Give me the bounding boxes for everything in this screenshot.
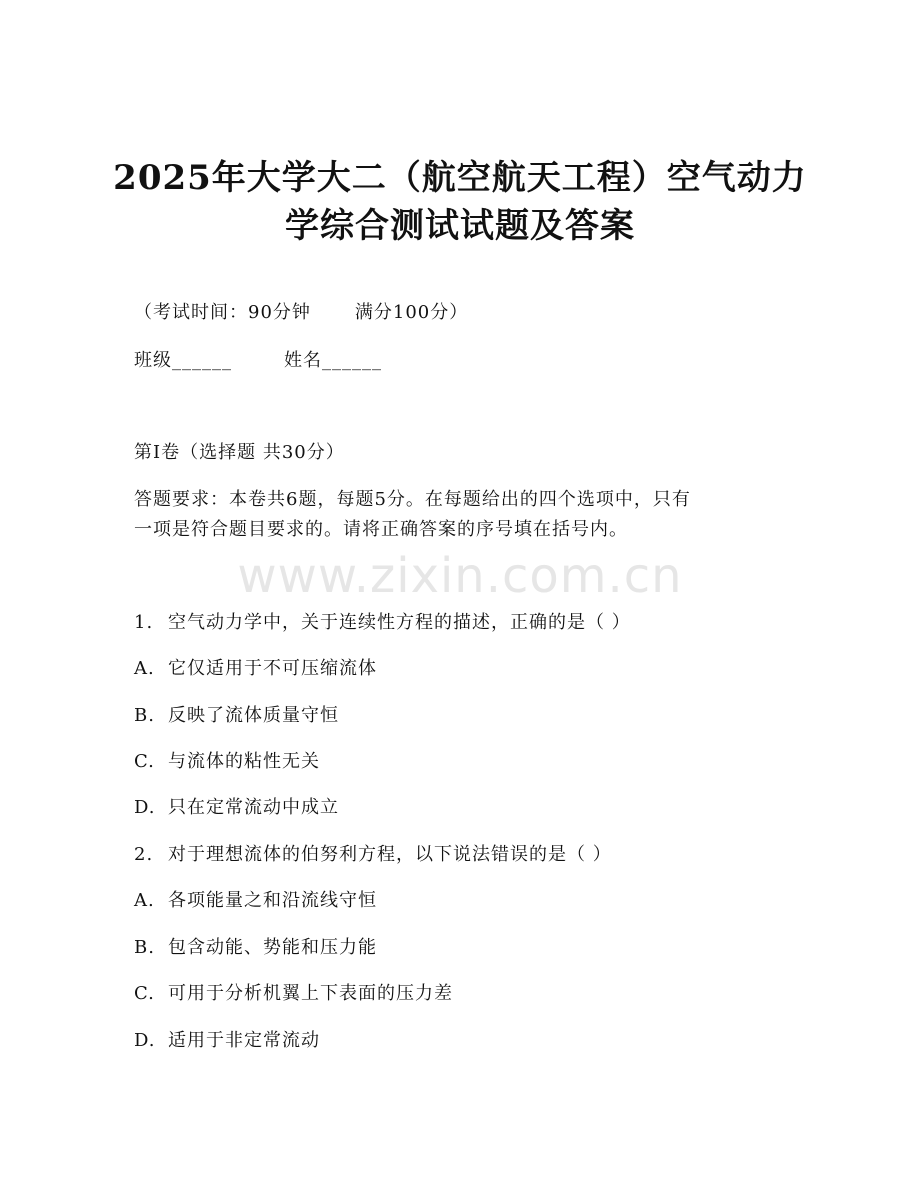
option-text: 包含动能、势能和压力能	[168, 937, 377, 958]
question-1-stem	[134, 609, 631, 637]
exam-meta	[134, 299, 794, 327]
option-key: B.	[134, 705, 155, 726]
question-2-stem	[134, 841, 612, 869]
question-2-option-b	[134, 934, 377, 962]
option-text: 适用于非定常流动	[168, 1030, 320, 1051]
question-1-option-b	[134, 702, 339, 730]
option-text: 只在定常流动中成立	[168, 797, 339, 818]
question-1-option-a	[134, 655, 377, 683]
option-key: D.	[134, 1030, 156, 1051]
document-title-line-2: 学综合测试试题及答案	[285, 206, 635, 246]
option-key: C.	[134, 751, 155, 772]
student-info	[134, 347, 794, 375]
document-title-line-1: 2025年大学大二（航空航天工程）空气动力	[113, 158, 807, 198]
option-key: A.	[134, 658, 155, 679]
section-title: 第I卷（选择题 共30分）	[134, 442, 345, 463]
option-text: 它仅适用于不可压缩流体	[168, 658, 377, 679]
question-number: 2.	[134, 844, 154, 865]
question-1-option-c	[134, 748, 320, 776]
exam-time: （考试时间：90分钟	[134, 302, 311, 323]
watermark: www.zixin.com.cn	[237, 548, 683, 604]
option-key: A.	[134, 890, 155, 911]
question-number: 1.	[134, 612, 154, 633]
question-2-option-a	[134, 887, 377, 915]
name-field: 姓名______	[284, 350, 382, 371]
question-1-option-d	[134, 794, 339, 822]
option-text: 可用于分析机翼上下表面的压力差	[168, 983, 453, 1004]
option-text: 反映了流体质量守恒	[168, 705, 339, 726]
instructions-line-1: 答题要求：本卷共6题，每题5分。在每题给出的四个选项中，只有	[134, 489, 691, 510]
question-text: 对于理想流体的伯努利方程，以下说法错误的是（ ）	[168, 844, 612, 865]
question-2-option-d	[134, 1027, 320, 1055]
exam-score: 满分100分）	[354, 302, 469, 323]
option-key: C.	[134, 983, 155, 1004]
instructions-line-2: 一项是符合题目要求的。请将正确答案的序号填在括号内。	[134, 519, 628, 540]
class-field: 班级______	[134, 350, 232, 371]
question-text: 空气动力学中，关于连续性方程的描述，正确的是（ ）	[168, 612, 631, 633]
option-text: 各项能量之和沿流线守恒	[168, 890, 377, 911]
option-key: B.	[134, 937, 155, 958]
option-text: 与流体的粘性无关	[168, 751, 320, 772]
option-key: D.	[134, 797, 156, 818]
question-2-option-c	[134, 980, 453, 1008]
